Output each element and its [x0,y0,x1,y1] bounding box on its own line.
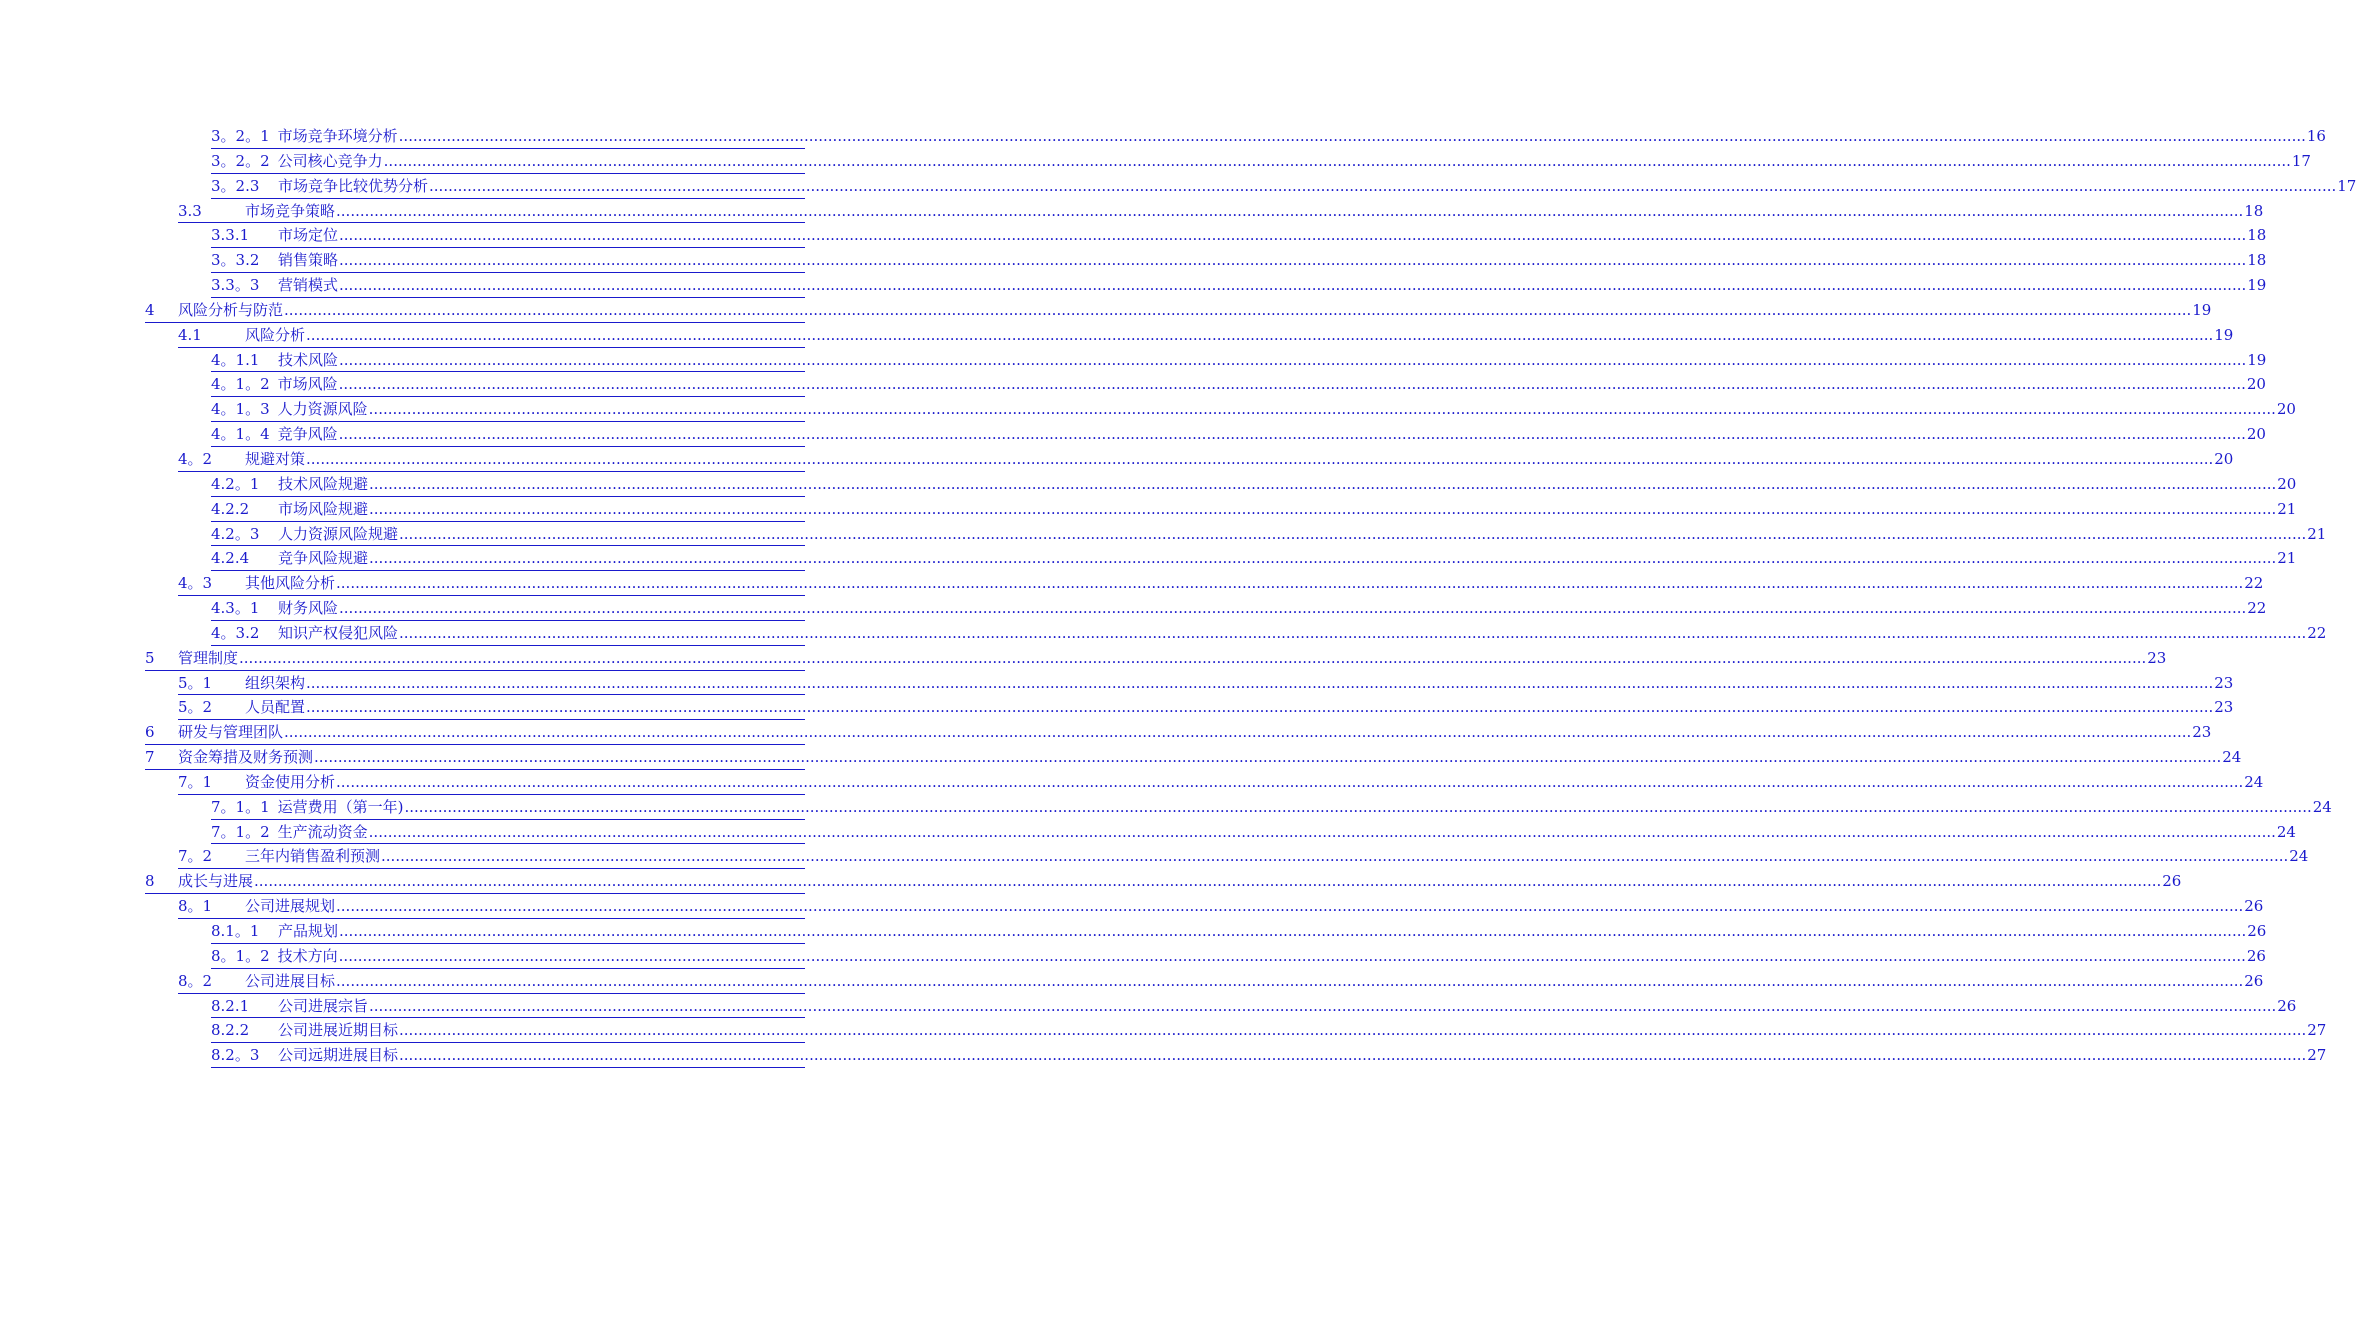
toc-section-title: 市场定位 [278,226,339,245]
toc-section-number: 3.3 [178,201,202,220]
toc-page-number: 18 [2244,201,2264,220]
toc-entry-link[interactable] [178,770,2264,795]
toc-section-title: 人员配置 [245,698,306,717]
toc-dot-leader: ................................................................................................................................................................................................................................................................................................................................................................................................................ [336,201,2244,220]
toc-section-number: 4.3。1 [211,599,260,618]
toc-entry[interactable] [0,522,2327,547]
toc-dot-leader: ................................................................................................................................................................................................................................................................................................................................................................................................................ [399,1046,2307,1065]
toc-entry-link[interactable] [211,248,2267,273]
toc-page-number: 19 [2247,276,2267,295]
toc-entry-link[interactable] [211,1018,2327,1043]
toc-section-number: 3.3。3 [211,276,260,295]
toc-section-number: 8 [145,872,155,891]
toc-dot-leader: ................................................................................................................................................................................................................................................................................................................................................................................................................ [339,251,2247,270]
toc-page-number: 26 [2162,872,2182,891]
toc-entry-link[interactable] [211,596,2267,621]
toc-entry[interactable] [0,124,2326,149]
toc-section-title: 公司远期进展目标 [278,1046,399,1065]
toc-page-number: 22 [2307,623,2327,642]
toc-entry[interactable] [0,348,2267,373]
toc-section-title: 市场竞争策略 [245,201,336,220]
toc-entry-link[interactable] [145,720,2212,745]
toc-entry-link[interactable] [178,447,2234,472]
toc-section-title: 知识产权侵犯风险 [278,623,399,642]
toc-entry[interactable] [0,223,2267,248]
toc-section-number: 7。1。2 [211,822,270,841]
toc-section-number: 5 [145,648,155,667]
toc-section-title: 公司进展近期目标 [278,1021,399,1040]
toc-entry[interactable] [0,273,2267,298]
toc-section-title: 风险分析 [245,325,306,344]
toc-entry[interactable] [0,745,2242,770]
toc-dot-leader: ................................................................................................................................................................................................................................................................................................................................................................................................................ [306,698,2214,717]
toc-entry-link[interactable] [145,745,2242,770]
toc-section-title: 营销模式 [278,276,339,295]
toc-section-number: 7 [145,748,155,767]
toc-entry[interactable] [0,869,2182,894]
toc-entry-link[interactable] [211,422,2266,447]
toc-entry[interactable] [0,422,2266,447]
toc-dot-leader: ................................................................................................................................................................................................................................................................................................................................................................................................................ [339,276,2247,295]
toc-entry-link[interactable] [211,1043,2327,1068]
toc-page-number: 19 [2214,325,2234,344]
toc-page-number: 27 [2307,1046,2327,1065]
toc-page-number: 24 [2222,748,2242,767]
toc-section-number: 3。3.2 [211,251,260,270]
toc-section-title: 财务风险 [278,599,339,618]
toc-page-number: 22 [2247,599,2267,618]
toc-section-title: 公司进展规划 [245,897,336,916]
toc-page-number: 21 [2307,524,2327,543]
toc-section-number: 7。2 [178,847,213,866]
toc-entry[interactable] [0,174,2356,199]
toc-entry-link[interactable] [178,671,2234,696]
toc-entry-link[interactable] [211,149,2311,174]
toc-dot-leader: ................................................................................................................................................................................................................................................................................................................................................................................................................ [404,797,2312,816]
toc-entry[interactable] [0,298,2212,323]
toc-dot-leader: ................................................................................................................................................................................................................................................................................................................................................................................................................ [336,971,2244,990]
toc-entry-link[interactable] [211,621,2327,646]
toc-dot-leader: ................................................................................................................................................................................................................................................................................................................................................................................................................ [383,151,2291,170]
toc-entry[interactable] [0,695,2234,720]
toc-dot-leader: ................................................................................................................................................................................................................................................................................................................................................................................................................ [336,897,2244,916]
toc-section-number: 8。2 [178,971,213,990]
toc-entry-link[interactable] [211,497,2297,522]
toc-entry-link[interactable] [211,124,2326,149]
toc-entry-link[interactable] [211,273,2267,298]
toc-dot-leader: ................................................................................................................................................................................................................................................................................................................................................................................................................ [284,723,2192,742]
toc-section-number: 8.2。3 [211,1046,260,1065]
toc-entry[interactable] [0,497,2297,522]
toc-page-number: 23 [2192,723,2212,742]
toc-entry-link[interactable] [178,844,2309,869]
toc-entry[interactable] [0,646,2167,671]
toc-entry[interactable] [0,397,2296,422]
toc-dot-leader: ................................................................................................................................................................................................................................................................................................................................................................................................................ [369,474,2277,493]
toc-section-title: 研发与管理团队 [178,723,284,742]
toc-section-title: 市场竞争比较优势分析 [278,176,429,195]
toc-dot-leader: ................................................................................................................................................................................................................................................................................................................................................................................................................ [339,350,2247,369]
toc-dot-leader: ................................................................................................................................................................................................................................................................................................................................................................................................................ [306,449,2214,468]
toc-dot-leader: ................................................................................................................................................................................................................................................................................................................................................................................................................ [381,847,2289,866]
toc-page-number: 26 [2277,996,2297,1015]
toc-dot-leader: ................................................................................................................................................................................................................................................................................................................................................................................................................ [339,226,2247,245]
toc-page-number: 27 [2307,1021,2327,1040]
toc-page-number: 18 [2247,226,2267,245]
toc-section-title: 其他风险分析 [245,574,336,593]
toc-entry-link[interactable] [211,223,2267,248]
toc-page-number: 21 [2277,549,2297,568]
toc-section-title: 人力资源风险 [277,400,368,419]
toc-section-title: 竞争风险规避 [278,549,369,568]
toc-entry[interactable] [0,248,2267,273]
toc-entry[interactable] [0,720,2212,745]
toc-entry[interactable] [0,820,2296,845]
toc-section-title: 人力资源风险规避 [278,524,399,543]
toc-section-number: 7。1 [178,772,213,791]
toc-section-title: 产品规划 [278,922,339,940]
toc-dot-leader: ................................................................................................................................................................................................................................................................................................................................................................................................................ [339,599,2247,618]
toc-section-number: 8。1。2 [211,946,270,965]
toc-section-number: 4.1 [178,325,202,344]
toc-entry[interactable] [0,447,2234,472]
toc-section-title: 市场风险 [277,375,338,394]
toc-entry-link[interactable] [211,919,2267,944]
toc-section-number: 4。2 [178,449,213,468]
toc-entry[interactable] [0,596,2267,621]
toc-entry-link[interactable] [211,944,2266,969]
toc-entry-link[interactable] [178,695,2234,720]
toc-entry[interactable] [0,323,2234,348]
toc-entry-link[interactable] [178,199,2264,224]
toc-page-number: 20 [2277,474,2297,493]
toc-page-number: 24 [2244,772,2264,791]
toc-section-title: 三年内销售盈利预测 [245,847,381,866]
toc-section-title: 市场竞争环境分析 [277,127,398,145]
toc-entry[interactable] [0,1043,2327,1068]
toc-entry-link[interactable] [211,820,2296,845]
toc-page-number: 24 [2289,847,2309,866]
toc-entry-link[interactable] [178,969,2264,994]
toc-entry-link[interactable] [145,646,2167,671]
toc-page-number: 22 [2244,574,2264,593]
toc-page-number: 26 [2244,897,2264,916]
toc-dot-leader: ................................................................................................................................................................................................................................................................................................................................................................................................................ [338,946,2246,965]
toc-section-title: 技术风险规避 [278,474,369,493]
toc-entry[interactable] [0,795,2332,820]
toc-section-title: 销售策略 [278,251,339,270]
toc-section-number: 3。2。1 [211,127,270,145]
toc-entry[interactable] [0,149,2311,174]
toc-dot-leader: ................................................................................................................................................................................................................................................................................................................................................................................................................ [399,524,2307,543]
toc-entry[interactable] [0,770,2264,795]
toc-entry[interactable] [0,969,2264,994]
toc-entry-link[interactable] [178,323,2234,348]
toc-section-number: 3。2.3 [211,176,260,195]
toc-section-number: 7。1。1 [211,797,270,816]
toc-entry-link[interactable] [178,571,2264,596]
toc-section-title: 运营费用（第一年) [277,797,404,816]
toc-dot-leader: ................................................................................................................................................................................................................................................................................................................................................................................................................ [369,499,2277,518]
toc-entry-link[interactable] [211,795,2332,820]
toc-entry-link[interactable] [145,298,2212,323]
toc-section-title: 竞争风险 [277,425,338,444]
toc-section-title: 公司进展目标 [245,971,336,990]
toc-dot-leader: ................................................................................................................................................................................................................................................................................................................................................................................................................ [338,375,2246,394]
toc-entry-link[interactable] [211,522,2327,547]
toc-page-number: 20 [2246,425,2266,444]
toc-dot-leader: ................................................................................................................................................................................................................................................................................................................................................................................................................ [336,574,2244,593]
toc-page-number: 16 [2306,127,2326,145]
toc-dot-leader: ................................................................................................................................................................................................................................................................................................................................................................................................................ [369,996,2277,1015]
toc-page-number: 26 [2247,922,2267,940]
toc-entry-link[interactable] [211,174,2356,199]
toc-section-title: 市场风险规避 [278,499,369,518]
toc-section-number: 6 [145,723,155,742]
toc-section-number: 4。1。3 [211,400,270,419]
toc-entry[interactable] [0,944,2266,969]
toc-section-title: 风险分析与防范 [178,300,284,319]
toc-page-number: 19 [2247,350,2267,369]
toc-page-number: 20 [2276,400,2296,419]
toc-page-number: 23 [2214,673,2234,692]
toc-page-number: 24 [2312,797,2332,816]
toc-entry[interactable] [0,372,2266,397]
toc-entry[interactable] [0,844,2309,869]
toc-section-title: 资金使用分析 [245,772,336,791]
toc-dot-leader: ................................................................................................................................................................................................................................................................................................................................................................................................................ [338,425,2246,444]
toc-entry-link[interactable] [178,894,2264,919]
toc-section-number: 4.2.4 [211,549,250,568]
toc-page-number: 26 [2244,971,2264,990]
toc-section-number: 4。1.1 [211,350,260,369]
toc-section-title: 公司进展宗旨 [278,996,369,1015]
toc-dot-leader: ................................................................................................................................................................................................................................................................................................................................................................................................................ [306,673,2214,692]
toc-section-title: 技术方向 [277,946,338,965]
toc-section-title: 公司核心竞争力 [277,151,383,170]
toc-dot-leader: ................................................................................................................................................................................................................................................................................................................................................................................................................ [399,623,2307,642]
toc-dot-leader: ................................................................................................................................................................................................................................................................................................................................................................................................................ [339,922,2247,940]
toc-entry[interactable] [0,894,2264,919]
toc-entry[interactable] [0,671,2234,696]
toc-page-number: 21 [2277,499,2297,518]
toc-entry-link[interactable] [211,372,2266,397]
toc-section-number: 4。3.2 [211,623,260,642]
toc-dot-leader: ................................................................................................................................................................................................................................................................................................................................................................................................................ [314,748,2222,767]
toc-section-title: 管理制度 [178,648,239,667]
toc-dot-leader: ................................................................................................................................................................................................................................................................................................................................................................................................................ [369,549,2277,568]
toc-section-title: 生产流动资金 [277,822,368,841]
toc-section-number: 3.3.1 [211,226,250,245]
toc-entry[interactable] [0,621,2327,646]
toc-section-number: 3。2。2 [211,151,270,170]
toc-page-number: 17 [2337,176,2356,195]
toc-page-number: 19 [2192,300,2212,319]
toc-page-number: 24 [2276,822,2296,841]
toc-section-number: 4。1。4 [211,425,270,444]
toc-section-number: 8.2.2 [211,1021,250,1040]
toc-entry[interactable] [0,1018,2327,1043]
toc-entry[interactable] [0,919,2267,944]
toc-entry-link[interactable] [211,994,2297,1019]
toc-entry-link[interactable] [211,546,2297,571]
toc-dot-leader: ................................................................................................................................................................................................................................................................................................................................................................................................................ [239,648,2147,667]
toc-entry[interactable] [0,546,2297,571]
toc-page-number: 17 [2291,151,2311,170]
toc-page-number: 23 [2147,648,2167,667]
toc-page-number: 18 [2247,251,2267,270]
toc-section-number: 8.2.1 [211,996,250,1015]
toc-section-number: 4。3 [178,574,213,593]
toc-section-title: 组织架构 [245,673,306,692]
toc-dot-leader: ................................................................................................................................................................................................................................................................................................................................................................................................................ [399,1021,2307,1040]
toc-section-number: 8.1。1 [211,922,260,940]
toc-entry-link[interactable] [145,869,2182,894]
toc-entry-link[interactable] [211,472,2297,497]
toc-section-number: 4 [145,300,155,319]
toc-section-title: 规避对策 [245,449,306,468]
toc-section-number: 4。1。2 [211,375,270,394]
toc-page-number: 23 [2214,698,2234,717]
toc-page-number: 20 [2214,449,2234,468]
toc-section-title: 技术风险 [278,350,339,369]
toc-section-number: 4.2。3 [211,524,260,543]
toc-section-title: 资金筹措及财务预测 [178,748,314,767]
toc-section-number: 5。1 [178,673,213,692]
toc-page-number: 20 [2246,375,2266,394]
toc-entry[interactable] [0,472,2297,497]
toc-entry[interactable] [0,199,2264,224]
toc-dot-leader: ................................................................................................................................................................................................................................................................................................................................................................................................................ [398,127,2306,145]
toc-section-number: 5。2 [178,698,213,717]
toc-entry[interactable] [0,571,2264,596]
toc-entry-link[interactable] [211,397,2296,422]
table-of-contents [0,124,2356,1068]
toc-dot-leader: ................................................................................................................................................................................................................................................................................................................................................................................................................ [306,325,2214,344]
toc-section-title: 成长与进展 [178,872,254,891]
toc-page-number: 26 [2246,946,2266,965]
toc-dot-leader: ................................................................................................................................................................................................................................................................................................................................................................................................................ [284,300,2192,319]
toc-dot-leader: ................................................................................................................................................................................................................................................................................................................................................................................................................ [254,872,2162,891]
toc-section-number: 4.2.2 [211,499,250,518]
toc-dot-leader: ................................................................................................................................................................................................................................................................................................................................................................................................................ [336,772,2244,791]
toc-dot-leader: ................................................................................................................................................................................................................................................................................................................................................................................................................ [429,176,2337,195]
toc-entry[interactable] [0,994,2297,1019]
toc-section-number: 8。1 [178,897,213,916]
toc-dot-leader: ................................................................................................................................................................................................................................................................................................................................................................................................................ [368,822,2276,841]
toc-section-number: 4.2。1 [211,474,260,493]
toc-dot-leader: ................................................................................................................................................................................................................................................................................................................................................................................................................ [368,400,2276,419]
toc-entry-link[interactable] [211,348,2267,373]
